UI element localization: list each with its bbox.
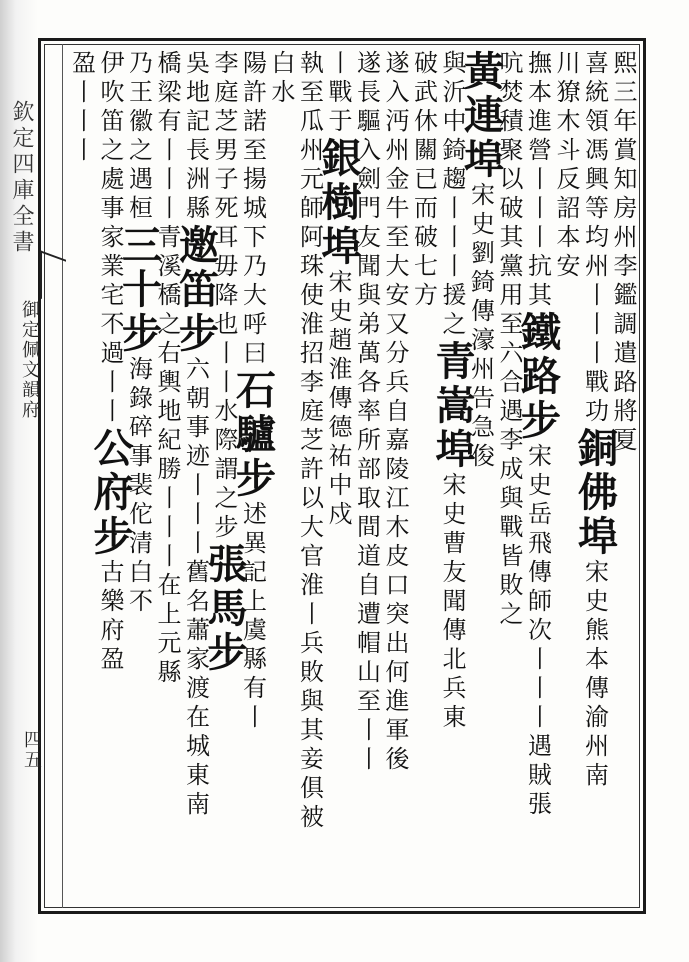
column-text: 古樂府盈 bbox=[96, 559, 124, 675]
column-text: 盈丨丨丨 bbox=[67, 50, 96, 166]
text-column bbox=[457, 50, 505, 900]
column-text: 伊吹笛之處 bbox=[96, 50, 124, 195]
column-text: 執至瓜州元師阿珠使淮招李庭芝許以大官淮 bbox=[295, 50, 324, 601]
column-text: 青溪橋之右輿地紀勝丨丨丨在上元縣 bbox=[153, 224, 181, 688]
text-column bbox=[409, 50, 441, 900]
column-text: 丨兵敗與其妾俱被 bbox=[295, 601, 324, 833]
column-text: 吭焚積聚以破其黨 bbox=[495, 50, 523, 282]
headword: 銀樹埠 bbox=[315, 137, 362, 269]
column-text: 熙三年賞知房州李鑑調遣路將夏 bbox=[609, 50, 637, 456]
text-column bbox=[172, 50, 220, 900]
headword: 三十步 bbox=[115, 224, 163, 356]
text-column bbox=[552, 50, 584, 900]
column-text: 遂長驅入劍門友聞與弟萬各率所部取間道自遭帽山至丨丨 bbox=[352, 50, 381, 775]
headword: 銅佛埠 bbox=[571, 427, 619, 559]
text-column bbox=[87, 50, 134, 900]
headword: 公府步 bbox=[87, 427, 134, 559]
headword: 黃連埠 bbox=[457, 50, 505, 182]
fishtail-mark bbox=[40, 250, 66, 307]
text-column bbox=[153, 50, 185, 900]
text-column bbox=[429, 50, 476, 900]
headword: 張馬步 bbox=[201, 543, 248, 675]
fold-title: 御定佩文韻府 bbox=[19, 300, 40, 420]
column-text: 遂入沔州金牛至大安又分兵自嘉陵江木皮口突出何進軍後 bbox=[381, 50, 409, 775]
column-text: 陽許諾至揚城下乃大呼曰 bbox=[238, 50, 267, 369]
column-text: 宋史岳飛傳師次丨丨丨遇賊張 bbox=[523, 443, 552, 820]
column-text: 六朝事迹丨丨丨舊名蕭家渡在城東南 bbox=[181, 356, 210, 820]
text-column bbox=[201, 50, 248, 900]
column-text: 事家業宅不過丨丨 bbox=[96, 195, 124, 427]
column-text: 破武休關已而破七方 bbox=[409, 50, 438, 311]
book-margin bbox=[0, 0, 38, 962]
page-number: 四五 bbox=[21, 730, 42, 770]
column-text: 川獠木斗反詔本安 bbox=[552, 50, 580, 282]
margin-label: 欽定四庫全書 bbox=[9, 100, 34, 256]
text-column bbox=[229, 50, 277, 900]
column-text: 橋梁有丨丨丨 bbox=[153, 50, 181, 224]
column-text: 乃王徽之遇桓 bbox=[124, 50, 153, 224]
column-text: 丨丨水際謂之步 bbox=[210, 340, 238, 543]
fold-column bbox=[52, 44, 63, 908]
column-text: 用至六合遇李成與戰皆敗之 bbox=[495, 282, 523, 630]
column-text: 喜統領馮興等均州 bbox=[580, 50, 609, 282]
text-column bbox=[381, 50, 413, 900]
headword: 鐵路步 bbox=[514, 311, 562, 443]
column-text: 撫本進營丨丨丨抗其 bbox=[523, 50, 552, 311]
column-text: 丨戰于 bbox=[324, 50, 352, 137]
column-text: 宋史曹友聞傳北兵東 bbox=[438, 472, 466, 733]
text-column bbox=[315, 50, 362, 900]
column-text: 丨丨丨戰功 bbox=[580, 282, 609, 427]
text-column bbox=[571, 50, 619, 900]
column-text: 述異記上虞縣有丨 bbox=[238, 501, 267, 733]
column-text: 宋史劉錡傳濠州告急俊 bbox=[466, 182, 495, 472]
text-column bbox=[514, 50, 562, 900]
headword: 青嵩埠 bbox=[429, 340, 476, 472]
headword: 石驢步 bbox=[229, 369, 277, 501]
column-text: 與沂中錡趨丨丨丨援之 bbox=[438, 50, 466, 340]
column-text: 海錄碎事裴佗清白不 bbox=[124, 356, 153, 617]
column-text: 宋史熊本傳渝州南 bbox=[580, 559, 609, 791]
headword: 邀笛步 bbox=[172, 224, 220, 356]
column-text: 李庭芝男子死耳毋降也 bbox=[210, 50, 238, 340]
column-text: 吳地記長洲縣 bbox=[181, 50, 210, 224]
text-column bbox=[67, 50, 99, 900]
column-text: 白水 bbox=[267, 50, 295, 108]
column-text: 宋史趙淮傳德祐中戍 bbox=[324, 269, 352, 530]
text-column bbox=[295, 50, 327, 900]
